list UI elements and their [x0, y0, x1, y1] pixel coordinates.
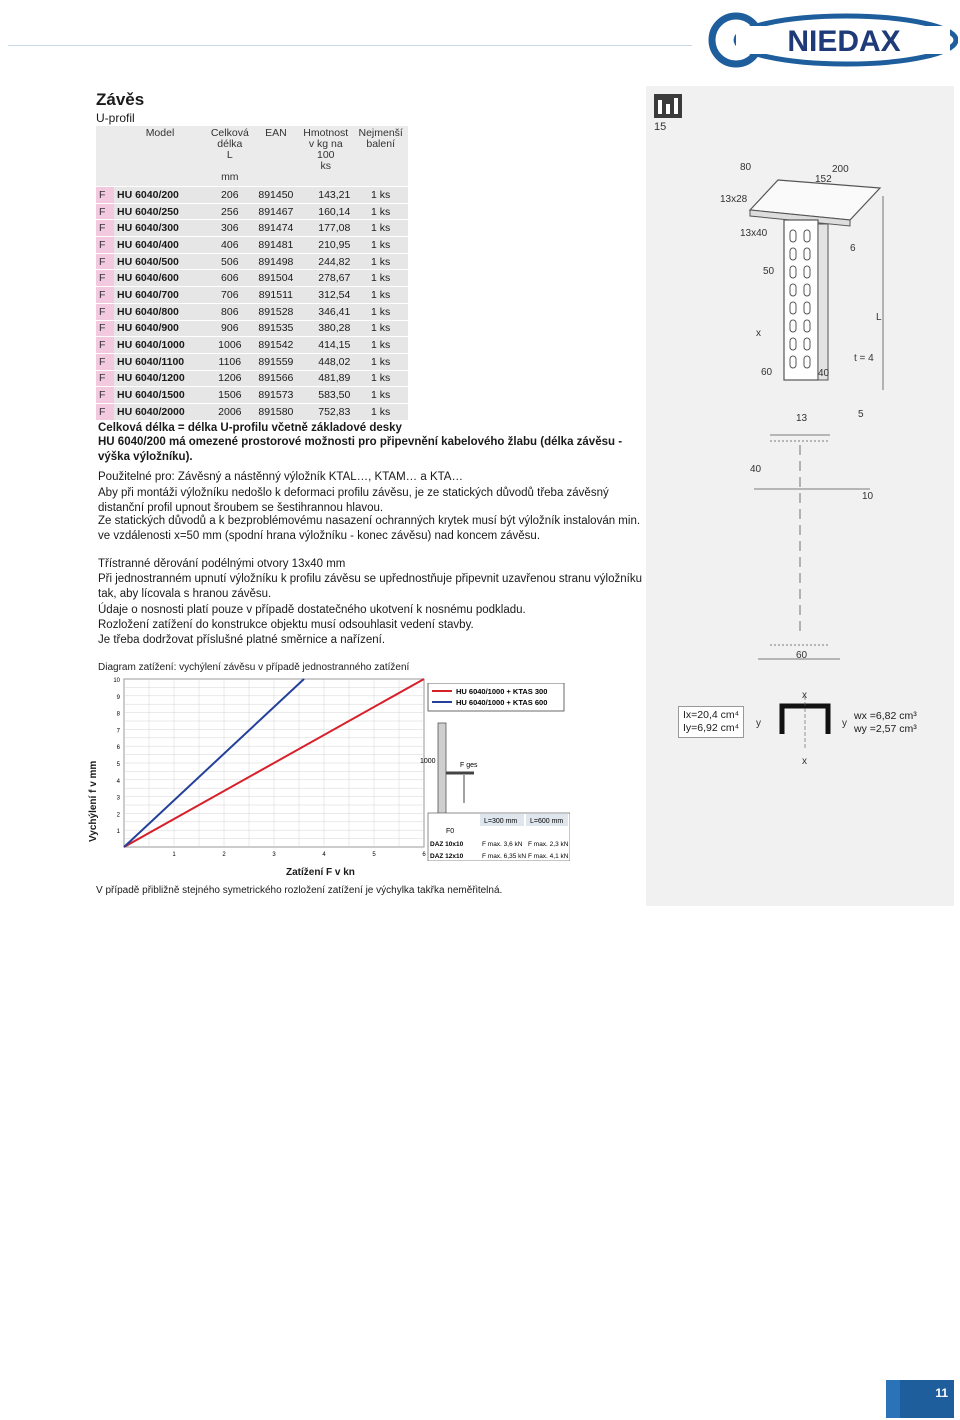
- usage-text: Použitelné pro: Závěsný a nástěnný výložník KTAL…, KTAM… a KTA…: [98, 471, 463, 483]
- category-badge: 15: [654, 121, 667, 133]
- dim-60: 60: [761, 367, 773, 378]
- dim-13x40: 13x40: [740, 228, 768, 239]
- row-model: HU 6040/250: [114, 203, 206, 220]
- profile-side-view: [740, 405, 890, 665]
- profile-10: 10: [862, 491, 874, 502]
- inertia-y: Iy=6,92 cm⁴: [683, 722, 740, 734]
- dim-6: 6: [850, 243, 856, 254]
- row-pack: 1 ks: [353, 303, 408, 320]
- row-flag: F: [96, 387, 114, 404]
- table-body: [96, 187, 408, 420]
- dim-13x28: 13x28: [720, 194, 748, 205]
- niedax-logo: [706, 10, 958, 70]
- static-text: Ze statických důvodů a k bezproblémovému nasazení ochranných krytek musí být výložník instalován min. ve vzdálenosti x=50 mm (spodní hrana výložníku - konec závěsu) nad koncem závěsu.: [98, 515, 641, 542]
- x-tick-label: 4: [322, 852, 326, 858]
- capacity-text: Údaje o nosnosti platí pouze v případě dostatečného ukotvení k nosnému podkladu.: [98, 604, 526, 616]
- row-ean: 891467: [254, 203, 299, 220]
- x-tick-label: 6: [422, 852, 426, 858]
- table-row: [96, 403, 408, 419]
- y-tick-label: 5: [116, 762, 120, 768]
- col-ean: EAN: [254, 126, 299, 187]
- row-pack: 1 ks: [353, 187, 408, 204]
- page-number: 11: [935, 1386, 948, 1400]
- row-ean: 891511: [254, 287, 299, 304]
- row-model: HU 6040/1000: [114, 337, 206, 354]
- axis-y-right: y: [842, 718, 847, 729]
- row-ean: 891573: [254, 387, 299, 404]
- row-flag: F: [96, 320, 114, 337]
- row-pack: 1 ks: [353, 387, 408, 404]
- row-flag: F: [96, 370, 114, 387]
- row-length: 206: [206, 187, 254, 204]
- tbl-l600: L=600 mm: [530, 818, 564, 825]
- row-length: 906: [206, 320, 254, 337]
- modulus-y: wy =2,57 cm³: [854, 723, 917, 735]
- row-pack: 1 ks: [353, 203, 408, 220]
- section-inertia-box: [678, 706, 744, 738]
- tbl-daz1-b: F max. 2,3 kN: [528, 841, 569, 848]
- u-profile: [784, 220, 818, 380]
- tbl-daz2: DAZ 12x10: [430, 853, 464, 860]
- page-title: Závěs: [96, 90, 145, 109]
- row-weight: 346,41: [298, 303, 353, 320]
- inset-profile: [438, 723, 446, 827]
- u-cross-section: [752, 686, 852, 766]
- graph-ylabel: Vychýlení f v mm: [88, 760, 99, 842]
- row-pack: 1 ks: [353, 287, 408, 304]
- row-length: 2006: [206, 403, 254, 419]
- table-row: [96, 370, 408, 387]
- table-header: [96, 126, 408, 187]
- note-hu200: HU 6040/200 má omezené prostorové možnosti pro připevnění kabelového žlabu (délka závěsu - výška výložníku).: [98, 436, 623, 463]
- row-pack: 1 ks: [353, 237, 408, 254]
- row-weight: 210,95: [298, 237, 353, 254]
- profile-60: 60: [796, 650, 808, 661]
- brand-name: NIEDAX: [787, 25, 901, 58]
- row-model: HU 6040/300: [114, 220, 206, 237]
- row-model: HU 6040/1100: [114, 353, 206, 370]
- table-row: [96, 187, 408, 204]
- row-flag: F: [96, 337, 114, 354]
- y-tick-label: 1: [116, 829, 120, 836]
- dim-152: 152: [815, 174, 832, 185]
- row-flag: F: [96, 253, 114, 270]
- row-flag: F: [96, 203, 114, 220]
- col-pack: Nejmenší balení: [353, 126, 408, 187]
- row-weight: 583,50: [298, 387, 353, 404]
- table-row: [96, 270, 408, 287]
- graph-overlay: [420, 683, 570, 861]
- row-weight: 380,28: [298, 320, 353, 337]
- row-length: 806: [206, 303, 254, 320]
- y-tick-label: 7: [116, 728, 120, 735]
- row-flag: F: [96, 187, 114, 204]
- row-weight: 752,83: [298, 403, 353, 419]
- row-ean: 891559: [254, 353, 299, 370]
- row-pack: 1 ks: [353, 353, 408, 370]
- tbl-daz2-b: F max. 4,1 kN: [528, 853, 569, 860]
- row-pack: 1 ks: [353, 320, 408, 337]
- symmetric-note: V případě přibližně stejného symetrického rozložení zatížení je výchylka takřka neměřitelná.: [96, 885, 503, 896]
- row-length: 1506: [206, 387, 254, 404]
- y-tick-label: 10: [113, 678, 120, 684]
- table-row: [96, 353, 408, 370]
- product-icon: [654, 94, 682, 118]
- profile-13: 13: [796, 413, 808, 424]
- x-tick-label: 2: [222, 852, 226, 858]
- hanger-drawing: [700, 150, 950, 400]
- table-row: [96, 253, 408, 270]
- y-tick-label: 8: [116, 711, 120, 718]
- row-ean: 891566: [254, 370, 299, 387]
- y-tick-label: 2: [116, 812, 120, 819]
- row-weight: 414,15: [298, 337, 353, 354]
- x-tick-label: 1: [172, 852, 176, 858]
- dim-50: 50: [763, 266, 775, 277]
- col-weight: Hmotnost v kg na 100 ks: [298, 126, 353, 187]
- row-model: HU 6040/600: [114, 270, 206, 287]
- graph-caption: Diagram zatížení: vychýlení závěsu v případě jednostranného zatížení: [98, 662, 410, 673]
- load-dist-text: Rozložení zatížení do konstrukce objektu musí odsouhlasit vedení stavby.: [98, 619, 474, 631]
- row-ean: 891481: [254, 237, 299, 254]
- row-ean: 891504: [254, 270, 299, 287]
- row-length: 406: [206, 237, 254, 254]
- row-model: HU 6040/700: [114, 287, 206, 304]
- row-pack: 1 ks: [353, 270, 408, 287]
- row-ean: 891580: [254, 403, 299, 419]
- row-length: 1106: [206, 353, 254, 370]
- row-ean: 891498: [254, 253, 299, 270]
- row-ean: 891474: [254, 220, 299, 237]
- table-row: [96, 337, 408, 354]
- tbl-l300: L=300 mm: [484, 818, 518, 825]
- x-tick-label: 5: [372, 852, 376, 858]
- x-tick-label: 3: [272, 852, 276, 858]
- row-length: 506: [206, 253, 254, 270]
- y-tick-label: 6: [116, 745, 120, 752]
- row-weight: 244,82: [298, 253, 353, 270]
- row-model: HU 6040/400: [114, 237, 206, 254]
- row-model: HU 6040/1500: [114, 387, 206, 404]
- row-ean: 891450: [254, 187, 299, 204]
- row-weight: 143,21: [298, 187, 353, 204]
- clamping-text: Při jednostranném upnutí výložníku k profilu závěsu se upřednostňuje připevnit uzavřenou stranu výložníku tak, aby lícovala s hranou závěsu.: [98, 573, 642, 600]
- row-length: 706: [206, 287, 254, 304]
- row-flag: F: [96, 303, 114, 320]
- row-model: HU 6040/900: [114, 320, 206, 337]
- legend-2: HU 6040/1000 + KTAS 600: [456, 698, 548, 707]
- dim-t: t = 4: [854, 353, 874, 364]
- row-length: 256: [206, 203, 254, 220]
- table-row: [96, 387, 408, 404]
- row-ean: 891542: [254, 337, 299, 354]
- profile-5: 5: [858, 409, 864, 420]
- tbl-f0: F0: [446, 828, 455, 835]
- page-number-tab: [886, 1380, 954, 1418]
- tbl-daz2-a: F max. 6,35 kN: [482, 853, 527, 860]
- row-model: HU 6040/1200: [114, 370, 206, 387]
- dim-80: 80: [740, 162, 752, 173]
- row-flag: F: [96, 220, 114, 237]
- row-pack: 1 ks: [353, 403, 408, 419]
- dim-x: x: [756, 328, 761, 339]
- row-model: HU 6040/200: [114, 187, 206, 204]
- table-row: [96, 320, 408, 337]
- tbl-daz1-a: F max. 3,6 kN: [482, 841, 523, 848]
- row-weight: 312,54: [298, 287, 353, 304]
- row-flag: F: [96, 403, 114, 419]
- table-row: [96, 203, 408, 220]
- row-pack: 1 ks: [353, 220, 408, 237]
- table-row: [96, 287, 408, 304]
- product-table: [96, 126, 408, 420]
- y-tick-label: 3: [116, 795, 120, 802]
- y-tick-label: 9: [116, 694, 120, 701]
- row-length: 1006: [206, 337, 254, 354]
- inset-1000: 1000: [420, 758, 436, 765]
- legend-1: HU 6040/1000 + KTAS 300: [456, 687, 548, 696]
- row-weight: 448,02: [298, 353, 353, 370]
- inset-fges: F ges: [460, 762, 478, 769]
- col-model: Model: [114, 126, 206, 187]
- row-length: 306: [206, 220, 254, 237]
- row-model: HU 6040/500: [114, 253, 206, 270]
- row-ean: 891528: [254, 303, 299, 320]
- row-weight: 481,89: [298, 370, 353, 387]
- col-length: Celková délka L mm: [206, 126, 254, 187]
- row-pack: 1 ks: [353, 370, 408, 387]
- row-pack: 1 ks: [353, 253, 408, 270]
- axis-y-left: y: [756, 718, 761, 729]
- page-subtitle: U-profil: [96, 111, 135, 125]
- header-divider: [8, 45, 692, 46]
- row-model: HU 6040/2000: [114, 403, 206, 419]
- row-pack: 1 ks: [353, 337, 408, 354]
- row-flag: F: [96, 353, 114, 370]
- axis-x-bottom: x: [802, 756, 807, 766]
- axis-x-top: x: [802, 690, 807, 701]
- row-flag: F: [96, 287, 114, 304]
- dim-40: 40: [818, 368, 830, 379]
- row-weight: 177,08: [298, 220, 353, 237]
- row-flag: F: [96, 237, 114, 254]
- modulus-x: wx =6,82 cm³: [854, 710, 917, 722]
- row-length: 1206: [206, 370, 254, 387]
- table-row: [96, 303, 408, 320]
- perforation-text: Třístranné děrování podélnými otvory 13x40 mm: [98, 558, 346, 570]
- row-weight: 278,67: [298, 270, 353, 287]
- row-flag: F: [96, 270, 114, 287]
- mounting-text: Aby při montáži výložníku nedošlo k deformaci profilu závěsu, je ze statických důvodů třeba závěsný distanční profil upnout šroubem se šestihrannou hlavou.: [98, 487, 609, 514]
- row-model: HU 6040/800: [114, 303, 206, 320]
- tbl-daz1: DAZ 10x10: [430, 841, 464, 848]
- dim-L: L: [876, 312, 882, 323]
- table-row: [96, 220, 408, 237]
- graph-xlabel: Zatížení F v kn: [286, 867, 355, 878]
- row-weight: 160,14: [298, 203, 353, 220]
- profile-40: 40: [750, 464, 762, 475]
- dim-200: 200: [832, 164, 849, 175]
- note-length: Celková délka = délka U-profilu včetně základové desky: [98, 422, 402, 434]
- inertia-x: Ix=20,4 cm⁴: [683, 709, 740, 721]
- table-row: [96, 237, 408, 254]
- row-length: 606: [206, 270, 254, 287]
- row-ean: 891535: [254, 320, 299, 337]
- regulations-text: Je třeba dodržovat příslušné platné směrnice a nařízení.: [98, 634, 386, 646]
- deflection-chart: [100, 675, 440, 867]
- y-tick-label: 4: [116, 778, 120, 785]
- section-modulus-box: [850, 708, 921, 738]
